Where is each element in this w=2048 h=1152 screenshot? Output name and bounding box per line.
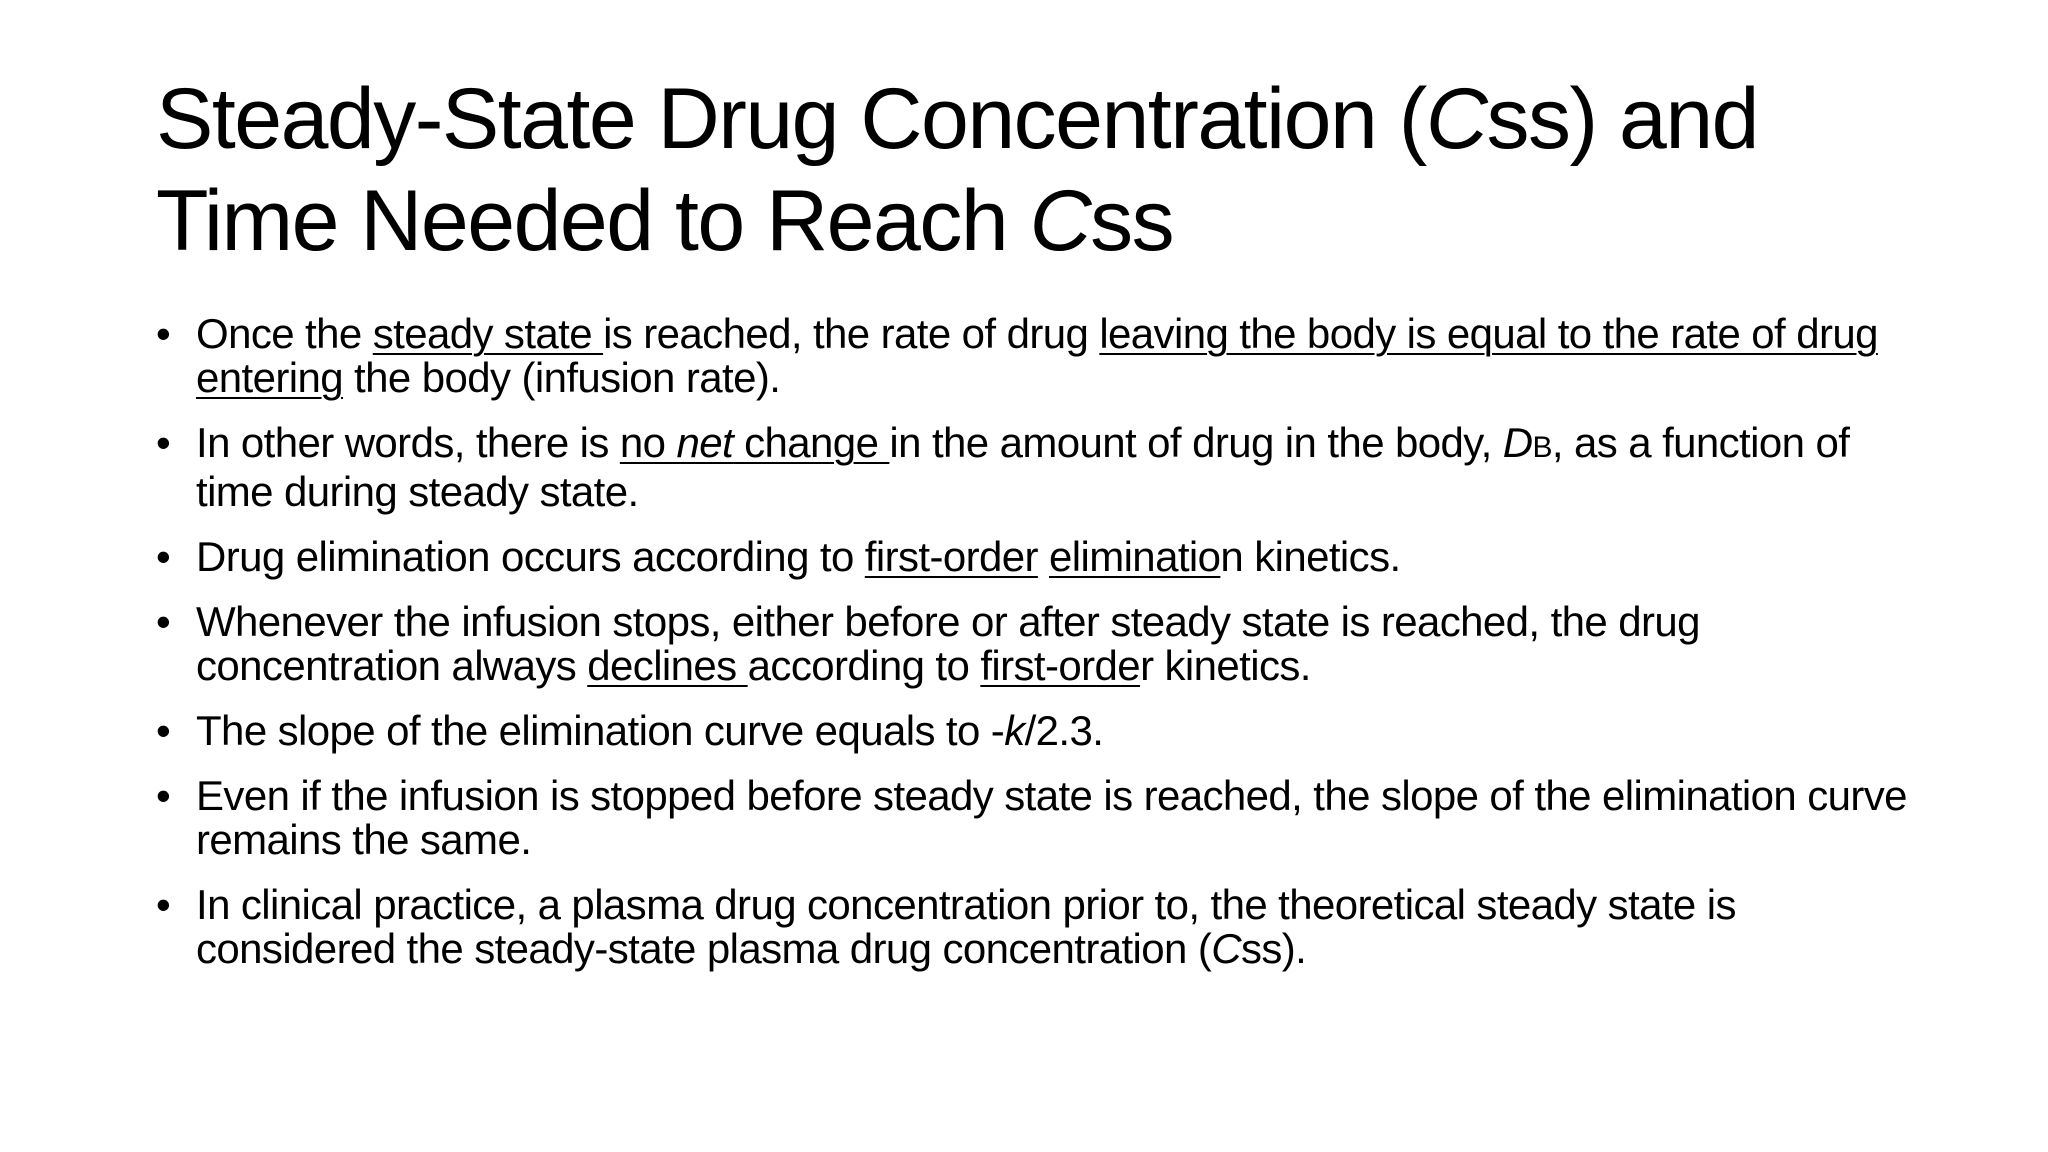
bullet-text: according to bbox=[747, 642, 981, 689]
underlined-italic-text: net bbox=[676, 419, 734, 466]
variable-text: k bbox=[1004, 707, 1025, 754]
bullet-text: the body (infusion rate). bbox=[342, 354, 781, 401]
bullet-marker: • bbox=[156, 881, 171, 928]
variable-subscript: B bbox=[1532, 431, 1552, 464]
underlined-text: leaving the body is equal to the rate of drug entering bbox=[196, 310, 1878, 401]
bullet-text: /2.3. bbox=[1024, 707, 1104, 754]
bullet-text: in the amount of drug in the body, bbox=[889, 419, 1503, 466]
bullet-item bbox=[156, 421, 1916, 514]
bullet-item bbox=[156, 535, 1916, 579]
bullet-marker: • bbox=[156, 598, 171, 645]
underlined-text: no bbox=[619, 419, 677, 466]
slide-title bbox=[156, 68, 1916, 272]
title-variable: C bbox=[1425, 71, 1487, 167]
bullet-text: r kinetics. bbox=[1140, 642, 1311, 689]
variable-text: C bbox=[1211, 925, 1241, 972]
bullet-text: Even if the infusion is stopped before steady state is reached, the slope of the elimination curve remains the same. bbox=[196, 772, 1907, 863]
bullet-text: n kinetics. bbox=[1220, 533, 1401, 580]
bullet-text: Once the bbox=[196, 310, 373, 357]
title-text: Steady-State Drug Concentration ( bbox=[156, 71, 1426, 167]
title-text: Time Needed to Reach bbox=[156, 173, 1030, 269]
bullet-text: In clinical practice, a plasma drug concentration prior to, the theoretical steady state is considered the steady-state plasma drug concentration ( bbox=[196, 881, 1736, 972]
title-variable: C bbox=[1029, 173, 1091, 269]
bullet-marker: • bbox=[156, 533, 171, 580]
underlined-text: change bbox=[733, 419, 890, 466]
bullet-marker: • bbox=[156, 707, 171, 754]
bullet-marker: • bbox=[156, 772, 171, 819]
variable-text: D bbox=[1502, 419, 1533, 466]
underlined-text: steady state bbox=[372, 310, 604, 357]
title-text: ss) and bbox=[1486, 71, 1758, 167]
bullet-marker: • bbox=[156, 310, 171, 357]
underlined-text: declines bbox=[587, 642, 748, 689]
bullet-item bbox=[156, 709, 1916, 753]
bullet-text bbox=[1038, 533, 1049, 580]
bullet-marker: • bbox=[156, 419, 171, 466]
bullet-item bbox=[156, 774, 1916, 862]
bullet-text: Whenever the infusion stops, either before or after steady state is reached, the drug concentration always bbox=[196, 598, 1700, 689]
bullet-text: The slope of the elimination curve equals to - bbox=[196, 707, 1005, 754]
bullet-item bbox=[156, 312, 1916, 400]
bullet-list bbox=[156, 312, 1916, 992]
bullet-text: ss). bbox=[1241, 925, 1307, 972]
underlined-text: first-order bbox=[864, 533, 1038, 580]
bullet-text: is reached, the rate of drug bbox=[603, 310, 1100, 357]
bullet-item bbox=[156, 600, 1916, 688]
bullet-text: Drug elimination occurs according to bbox=[196, 533, 865, 580]
underlined-text: first-orde bbox=[980, 642, 1141, 689]
title-text: ss bbox=[1090, 173, 1174, 269]
bullet-text: , as a function of time during steady state. bbox=[196, 419, 1850, 515]
bullet-item bbox=[156, 883, 1916, 971]
underlined-text: eliminatio bbox=[1048, 533, 1221, 580]
bullet-text: In other words, there is bbox=[196, 419, 620, 466]
